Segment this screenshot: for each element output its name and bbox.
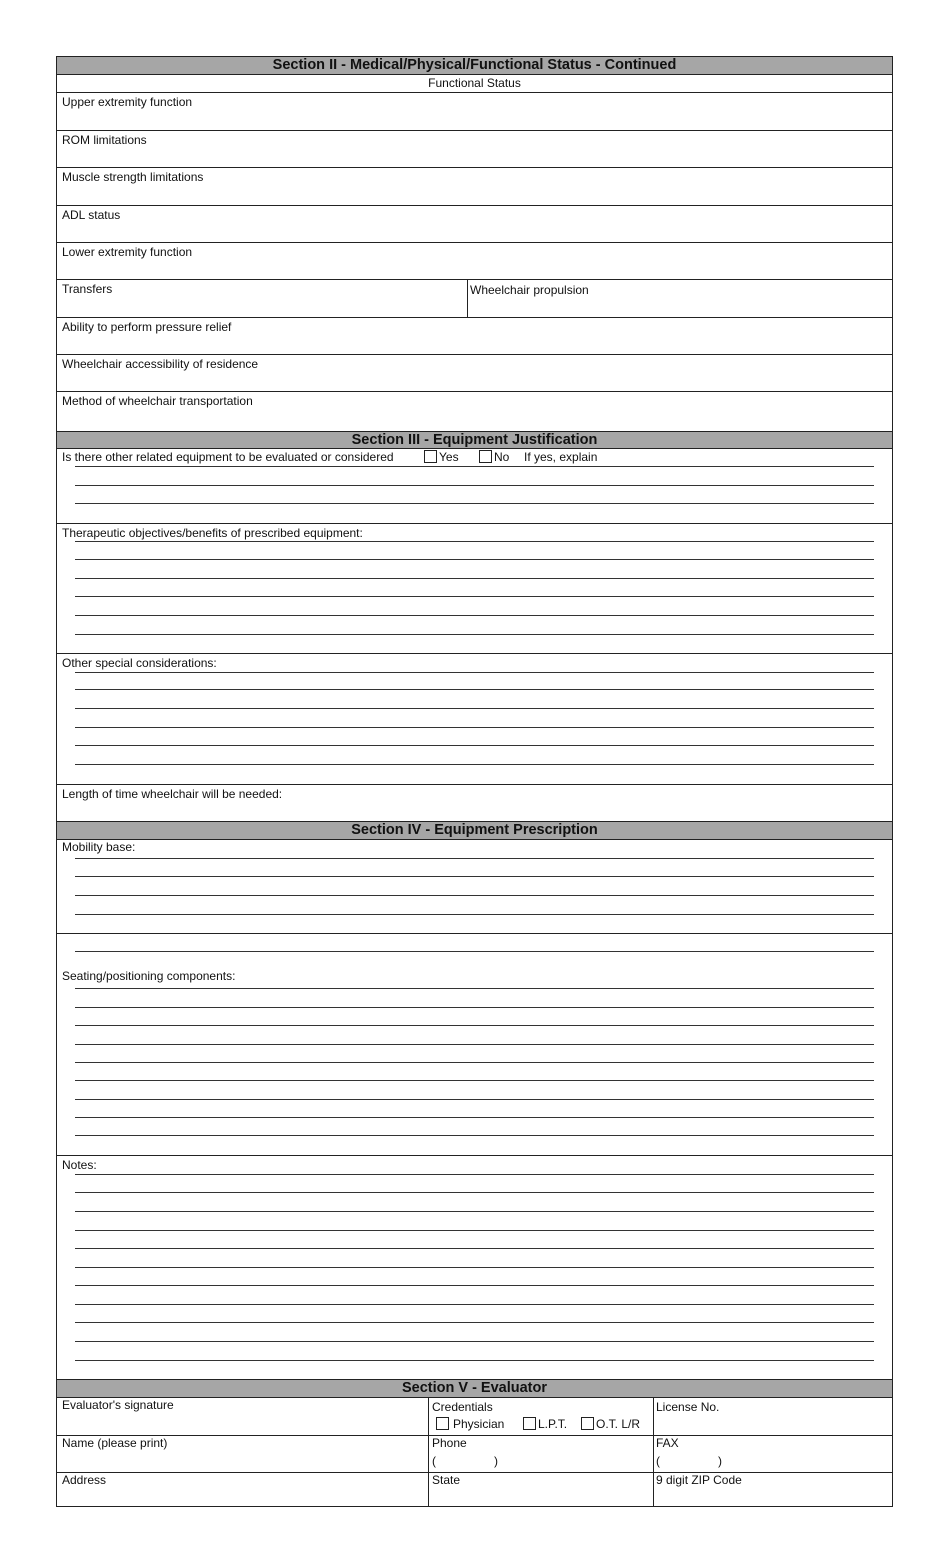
write-line[interactable] — [75, 764, 874, 765]
wheelchair-propulsion-field[interactable] — [468, 280, 892, 317]
write-line[interactable] — [75, 1135, 874, 1136]
lower-extremity-field[interactable] — [57, 243, 892, 280]
no-checkbox[interactable] — [479, 450, 509, 464]
ot-checkbox[interactable] — [581, 1417, 640, 1431]
transfers-label: Transfers — [62, 282, 113, 296]
section-4-title: Section IV - Equipment Prescription — [351, 822, 598, 838]
zip-field[interactable] — [654, 1473, 892, 1506]
section-2-title: Section II - Medical/Physical/Functional Status - Continued — [272, 57, 677, 73]
write-line[interactable] — [75, 466, 874, 467]
mobility-base-divider — [57, 933, 892, 934]
evaluator-table — [57, 1398, 892, 1506]
write-line[interactable] — [75, 1192, 874, 1193]
write-line[interactable] — [75, 914, 874, 915]
physician-checkbox[interactable] — [436, 1417, 504, 1431]
write-line[interactable] — [75, 1248, 874, 1249]
section-3-title: Section III - Equipment Justification — [351, 432, 598, 448]
physician-label: Physician — [453, 1417, 505, 1431]
write-line[interactable] — [75, 1025, 874, 1026]
yes-checkbox-box[interactable] — [424, 450, 437, 463]
write-line[interactable] — [75, 672, 874, 673]
write-line[interactable] — [75, 1080, 874, 1081]
license-label: License No. — [656, 1400, 720, 1414]
mobility-base-block — [57, 840, 892, 970]
write-line[interactable] — [75, 1267, 874, 1268]
phone-area-open: ( — [432, 1454, 436, 1468]
wheelchair-propulsion-label: Wheelchair propulsion — [470, 283, 589, 297]
seating-block — [57, 970, 892, 1156]
pressure-relief-label: Ability to perform pressure relief — [62, 320, 232, 334]
ot-checkbox-box[interactable] — [581, 1417, 594, 1430]
write-line[interactable] — [75, 596, 874, 597]
fax-area-close: ) — [718, 1454, 722, 1468]
seating-label: Seating/positioning components: — [62, 969, 236, 983]
write-line[interactable] — [75, 615, 874, 616]
state-field[interactable] — [429, 1473, 653, 1506]
write-line[interactable] — [75, 1285, 874, 1286]
write-line[interactable] — [75, 1360, 874, 1361]
section-3-header — [57, 431, 892, 449]
write-line[interactable] — [75, 1304, 874, 1305]
muscle-strength-label: Muscle strength limitations — [62, 170, 204, 184]
write-line[interactable] — [75, 1099, 874, 1100]
phone-label: Phone — [432, 1436, 467, 1450]
transportation-field[interactable] — [57, 392, 892, 431]
pressure-relief-field[interactable] — [57, 318, 892, 355]
transfers-field[interactable] — [57, 280, 467, 317]
notes-label: Notes: — [62, 1158, 97, 1172]
evaluator-signature-label: Evaluator's signature — [62, 1398, 174, 1412]
section-5-header — [57, 1379, 892, 1398]
write-line[interactable] — [75, 895, 874, 896]
adl-field[interactable] — [57, 206, 892, 243]
write-line[interactable] — [75, 708, 874, 709]
lpt-label: L.P.T. — [538, 1417, 568, 1431]
length-of-time-label: Length of time wheelchair will be needed: — [62, 787, 283, 801]
name-label: Name (please print) — [62, 1436, 168, 1450]
fax-area-open: ( — [656, 1454, 660, 1468]
write-line[interactable] — [75, 876, 874, 877]
write-line[interactable] — [75, 541, 874, 542]
write-line[interactable] — [75, 727, 874, 728]
rom-label: ROM limitations — [62, 133, 147, 147]
state-label: State — [432, 1473, 461, 1487]
no-checkbox-box[interactable] — [479, 450, 492, 463]
evaluator-signature-field[interactable] — [57, 1398, 428, 1435]
credentials-label: Credentials — [432, 1400, 493, 1414]
accessibility-field[interactable] — [57, 355, 892, 392]
length-of-time-field[interactable] — [57, 785, 892, 821]
upper-extremity-field[interactable] — [57, 93, 892, 131]
credentials-field — [429, 1398, 653, 1435]
fax-label: FAX — [656, 1436, 679, 1450]
write-line[interactable] — [75, 689, 874, 690]
yes-checkbox[interactable] — [424, 450, 459, 464]
related-equipment-block — [57, 449, 892, 524]
write-line[interactable] — [75, 634, 874, 635]
physician-checkbox-box[interactable] — [436, 1417, 449, 1430]
transfers-row — [57, 280, 892, 318]
address-label: Address — [62, 1473, 107, 1487]
transportation-label: Method of wheelchair transportation — [62, 394, 253, 408]
accessibility-label: Wheelchair accessibility of residence — [62, 357, 259, 371]
write-line[interactable] — [75, 1044, 874, 1045]
write-line[interactable] — [75, 1007, 874, 1008]
mobility-base-label: Mobility base: — [62, 840, 136, 854]
write-line[interactable] — [75, 1230, 874, 1231]
section-2-header — [57, 57, 892, 75]
yes-label: Yes — [439, 450, 459, 464]
write-line[interactable] — [75, 578, 874, 579]
lpt-checkbox[interactable] — [523, 1417, 567, 1431]
write-line[interactable] — [75, 1322, 874, 1323]
write-line[interactable] — [75, 559, 874, 560]
write-line[interactable] — [75, 858, 874, 859]
phone-area-close: ) — [494, 1454, 498, 1468]
lpt-checkbox-box[interactable] — [523, 1417, 536, 1430]
upper-extremity-label: Upper extremity function — [62, 95, 193, 109]
special-considerations-label: Other special considerations: — [62, 656, 217, 670]
license-field[interactable] — [654, 1398, 892, 1435]
lower-extremity-label: Lower extremity function — [62, 245, 193, 259]
if-yes-explain-label: If yes, explain — [524, 450, 598, 464]
write-line[interactable] — [75, 1117, 874, 1118]
phone-field[interactable] — [429, 1436, 653, 1472]
write-line[interactable] — [75, 485, 874, 486]
adl-label: ADL status — [62, 208, 121, 222]
functional-status-title: Functional Status — [428, 76, 521, 90]
special-considerations-block — [57, 654, 892, 785]
write-line[interactable] — [75, 503, 874, 504]
notes-block — [57, 1156, 892, 1379]
address-field[interactable] — [57, 1473, 428, 1506]
write-line[interactable] — [75, 1341, 874, 1342]
write-line[interactable] — [75, 988, 874, 989]
section-4-header — [57, 821, 892, 840]
write-line[interactable] — [75, 1211, 874, 1212]
name-field[interactable] — [57, 1436, 428, 1472]
write-line[interactable] — [75, 1062, 874, 1063]
no-label: No — [494, 450, 510, 464]
wheelchair-evaluation-form — [56, 56, 893, 1507]
write-line[interactable] — [75, 745, 874, 746]
fax-field[interactable] — [654, 1436, 892, 1472]
zip-label: 9 digit ZIP Code — [656, 1473, 742, 1487]
section-5-title: Section V - Evaluator — [401, 1380, 548, 1396]
write-line[interactable] — [75, 1174, 874, 1175]
write-line[interactable] — [75, 951, 874, 952]
related-equipment-question: Is there other related equipment to be evaluated or considered — [62, 450, 394, 464]
therapeutic-label: Therapeutic objectives/benefits of prescribed equipment: — [62, 526, 363, 540]
ot-label: O.T. L/R — [596, 1417, 641, 1431]
rom-field[interactable] — [57, 131, 892, 168]
functional-status-subheader — [57, 75, 892, 93]
muscle-strength-field[interactable] — [57, 168, 892, 206]
therapeutic-block — [57, 524, 892, 654]
